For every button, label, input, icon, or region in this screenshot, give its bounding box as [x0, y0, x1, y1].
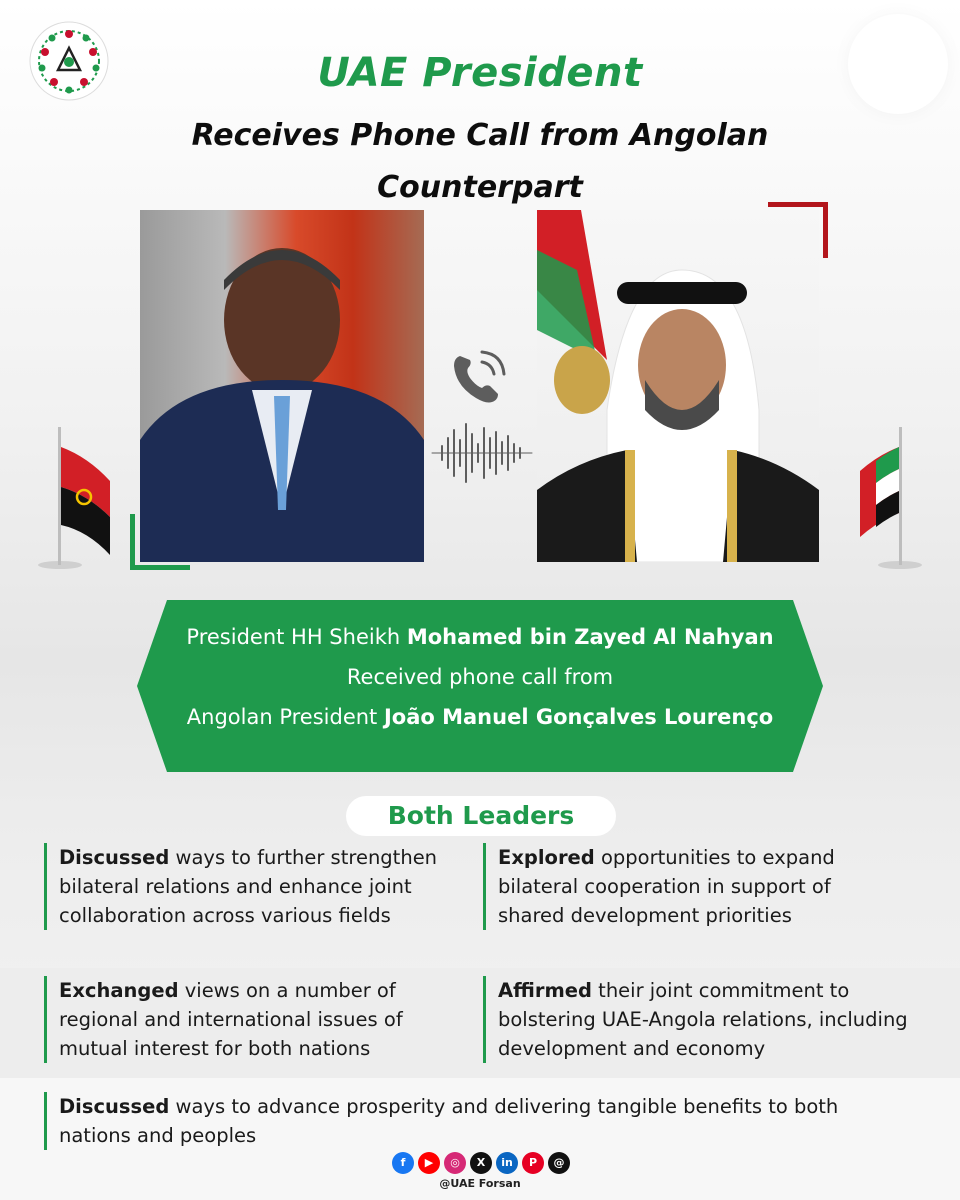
page-title: UAE President	[317, 50, 643, 96]
phone-call-icon	[446, 346, 510, 410]
section-title-pill: Both Leaders	[346, 796, 616, 836]
angolan-president-name: João Manuel Gonçalves Lourenço	[383, 705, 774, 729]
social-icons	[392, 1152, 570, 1174]
banner-line-2: Received phone call from	[346, 665, 614, 689]
point-item: Explored opportunities to expand bilateral cooperation in support of shared development priorities	[483, 843, 903, 930]
page-subtitle: Receives Phone Call from Angolan Counterpart	[191, 118, 769, 205]
point-item: Discussed ways to further strengthen bilateral relations and enhance joint collaboration across various fields	[44, 843, 454, 930]
uae-flag-icon	[842, 425, 922, 570]
point-item: Discussed ways to advance prosperity and delivering tangible benefits to both nations and peoples	[44, 1092, 874, 1150]
threads-icon[interactable]: @	[548, 1152, 570, 1174]
pinterest-icon[interactable]: P	[522, 1152, 544, 1174]
audio-wave-icon	[430, 418, 534, 488]
angolan-president-photo	[140, 210, 424, 562]
facebook-icon[interactable]: f	[392, 1152, 414, 1174]
uae-president-photo	[537, 210, 819, 562]
banner-line-3: Angolan President João Manuel Gonçalves Lourenço	[186, 705, 774, 729]
social-handle: @UAE Forsan	[439, 1177, 521, 1190]
banner-line-1: President HH Sheikh Mohamed bin Zayed Al Nahyan	[186, 625, 774, 649]
x-icon[interactable]: X	[470, 1152, 492, 1174]
point-item: Exchanged views on a number of regional and international issues of mutual interest for both nations	[44, 976, 464, 1063]
point-item: Affirmed their joint commitment to bolstering UAE-Angola relations, including development and economy	[483, 976, 933, 1063]
youtube-icon[interactable]: ▶	[418, 1152, 440, 1174]
instagram-icon[interactable]: ◎	[444, 1152, 466, 1174]
uae-president-name: Mohamed bin Zayed Al Nahyan	[406, 625, 774, 649]
linkedin-icon[interactable]: in	[496, 1152, 518, 1174]
angola-flag-icon	[38, 425, 118, 570]
banner-text	[137, 617, 823, 737]
